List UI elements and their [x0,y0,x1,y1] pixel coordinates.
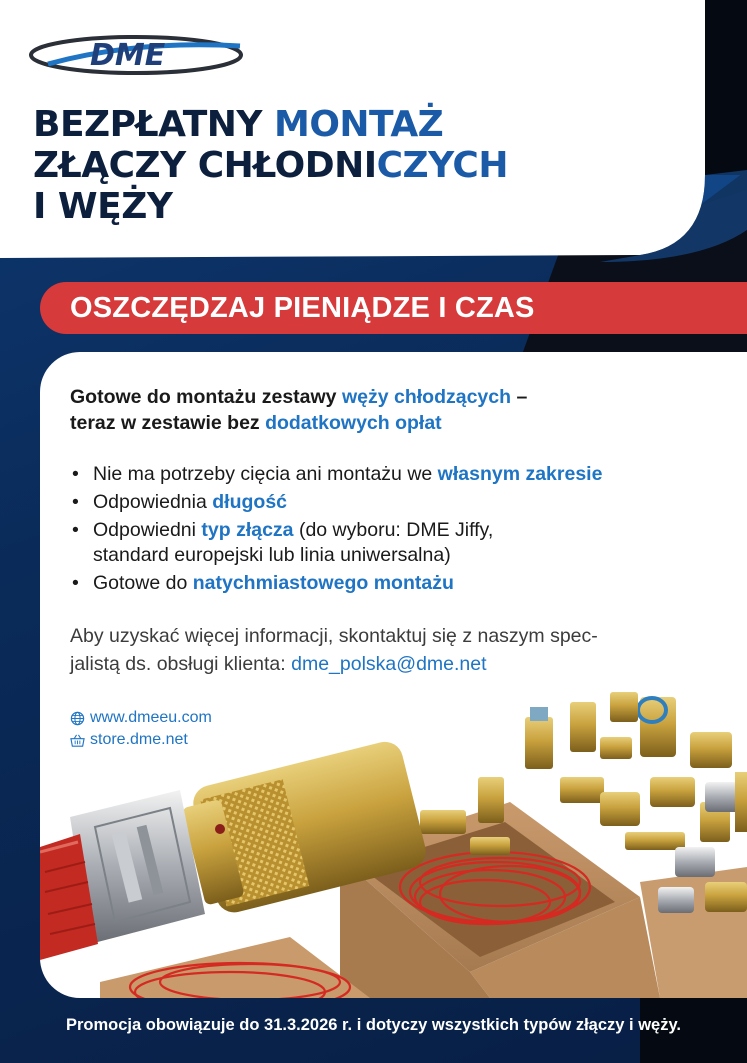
logo-text: DME [90,38,166,73]
list-item [70,571,710,596]
headline-text: BEZPŁATNY [33,104,274,145]
contact-text [70,622,710,678]
headline-text: I WĘŻY [33,186,173,227]
list-item-highlight: własnym zakresie [437,463,603,485]
list-item-text: Gotowe do [93,572,193,594]
headline-text-blue: CZYCH [376,145,508,186]
bullet-marker: • [72,491,79,513]
content-card [40,352,747,998]
list-item-highlight: długość [212,491,288,513]
bullet-marker: • [72,463,79,485]
product-photo [40,682,747,998]
contact-line: jalistą ds. obsługi klienta: [70,653,292,675]
list-item-text: (do wyboru: DME Jiffy, [293,519,494,541]
dme-logo [28,28,248,80]
contact-line: Aby uzyskać więcej informacji, skontaktuj się z naszym spec- [70,625,598,647]
list-item-text: Odpowiednia [93,491,213,513]
list-item [70,462,710,487]
headline-line-3 [33,186,508,227]
headline-line-1 [33,104,508,145]
list-item-highlight: typ złącza [201,519,294,541]
website-link-text: www.dmeeu.com [90,709,212,726]
bullet-marker: • [72,519,79,541]
intro-part: teraz w zestawie bez [70,412,266,434]
bullet-marker: • [72,572,79,594]
email-link[interactable]: dme_polska@dme.net [291,653,487,675]
footer-promo-note: Promocja obowiązuje do 31.3.2026 r. i dotyczy wszystkich typów złączy i węży. [66,1016,681,1034]
headline-text: ZŁĄCZY CHŁODNI [33,145,377,186]
list-item-text: Odpowiedni [93,519,202,541]
intro-text [70,384,670,436]
headline-text-blue: MONTAŻ [274,104,444,145]
intro-part: Gotowe do montażu zestawy [70,386,342,408]
intro-highlight: węży chłodzących [341,386,512,408]
headline-line-2 [33,145,508,186]
list-item-text: standard europejski lub linia uniwersalna) [93,544,451,566]
list-item-text: Nie ma potrzeby cięcia ani montażu we [93,463,438,485]
page-title [33,104,508,227]
promo-banner: OSZCZĘDZAJ PIENIĄDZE I CZAS [40,282,747,334]
list-item [70,490,710,515]
store-link-text: store.dme.net [90,731,188,748]
intro-highlight: dodatkowych opłat [265,412,442,434]
benefits-list [70,462,710,599]
intro-part: – [511,386,528,408]
list-item [70,518,710,568]
list-item-highlight: natychmiastowego montażu [192,572,454,594]
